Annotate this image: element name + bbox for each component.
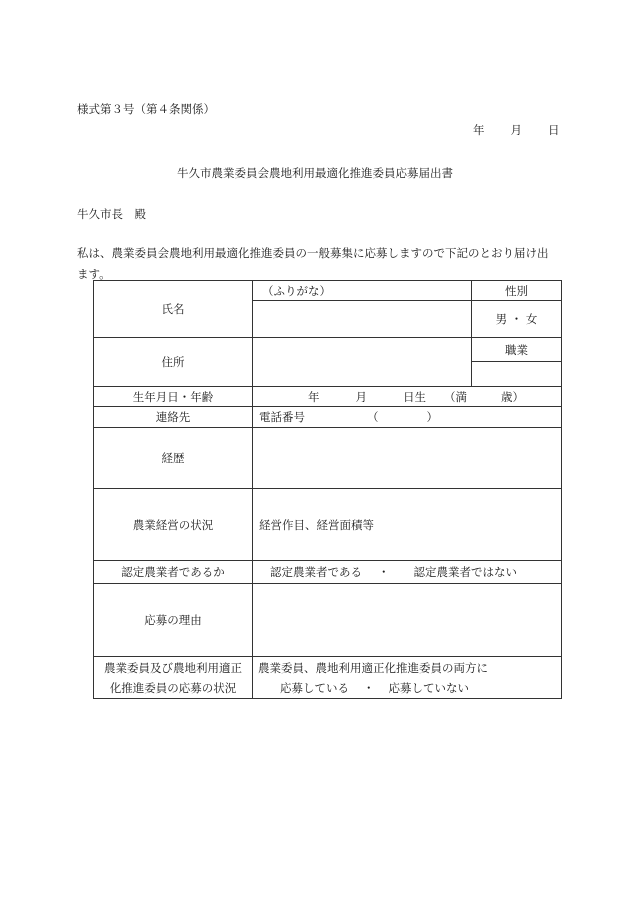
address-label-cell (94, 338, 253, 387)
dual-text: 農業委員、農地利用適正化推進委員の両方に (258, 660, 488, 675)
certified-yes-option[interactable]: 認定農業者である (270, 565, 362, 579)
certified-label: 認定農業者であるか (121, 565, 225, 579)
dual-options-cell[interactable] (253, 657, 562, 699)
name-label-cell (94, 281, 253, 338)
statement: 私は、農業委員会農地利用最適化推進委員の一般募集に応募しますので下記のとおり届け出ます。 (77, 246, 549, 281)
birthdate-year: 年 (308, 389, 320, 404)
dual-separator: ・ (363, 680, 375, 695)
farming-label: 農業経営の状況 (132, 517, 214, 532)
certified-no-option[interactable]: 認定農業者ではない (413, 565, 517, 579)
application-form-table (93, 280, 562, 699)
occupation-field[interactable] (472, 362, 562, 387)
age-open: （満 (444, 389, 467, 404)
furigana-cell[interactable] (253, 281, 472, 301)
career-label-cell (94, 428, 253, 489)
document-title: 牛久市農業委員会農地利用最適化推進委員応募届出書 (177, 166, 453, 180)
contact-label-cell (94, 407, 253, 428)
contact-label: 連絡先 (155, 410, 191, 424)
occupation-label-cell (472, 338, 562, 362)
date-line (473, 122, 560, 138)
date-day: 日 (548, 123, 560, 137)
birthdate-month: 月 (355, 389, 367, 404)
contact-field[interactable] (253, 407, 562, 428)
phone-paren-close: ） (426, 410, 438, 424)
name-label: 氏名 (161, 302, 185, 316)
birthdate-day: 日生 (403, 389, 426, 404)
birthdate-label-cell (94, 387, 253, 407)
dual-label-cell (94, 657, 253, 699)
birthdate-field[interactable] (253, 387, 562, 407)
phone-label: 電話番号 (259, 410, 305, 424)
date-year: 年 (473, 123, 485, 137)
career-field[interactable] (253, 428, 562, 489)
farming-label-cell (94, 489, 253, 561)
date-month: 月 (510, 123, 522, 137)
phone-paren-open: （ (367, 410, 379, 424)
certified-label-cell (94, 561, 253, 584)
addressee: 牛久市長 殿 (77, 207, 146, 221)
career-label: 経歴 (161, 451, 185, 465)
reason-field[interactable] (253, 584, 562, 657)
dual-yes-option[interactable]: 応募している (280, 680, 349, 695)
gender-label: 性別 (505, 283, 528, 298)
dual-label-line2: 化推進委員の応募の状況 (109, 680, 237, 695)
furigana-label: （ふりがな） (262, 283, 331, 298)
address-field[interactable] (253, 338, 472, 387)
gender-options[interactable]: 男 ・ 女 (495, 312, 538, 326)
farming-field[interactable] (253, 489, 562, 561)
dual-no-option[interactable]: 応募していない (388, 680, 469, 695)
occupation-label: 職業 (505, 342, 528, 357)
age-close: 歳） (501, 389, 524, 404)
name-field[interactable] (253, 301, 472, 338)
address-label: 住所 (161, 355, 185, 369)
birthdate-label: 生年月日・年齢 (132, 389, 214, 404)
certified-options-cell[interactable] (253, 561, 562, 584)
reason-label-cell (94, 584, 253, 657)
dual-label-line1: 農業委員及び農地利用適正 (104, 660, 242, 675)
gender-label-cell (472, 281, 562, 301)
reason-label: 応募の理由 (144, 613, 202, 627)
gender-options-cell[interactable] (472, 301, 562, 338)
certified-separator: ・ (378, 565, 390, 579)
form-number: 様式第３号（第４条関係） (77, 102, 215, 116)
farming-hint: 経営作目、経営面積等 (259, 517, 374, 532)
